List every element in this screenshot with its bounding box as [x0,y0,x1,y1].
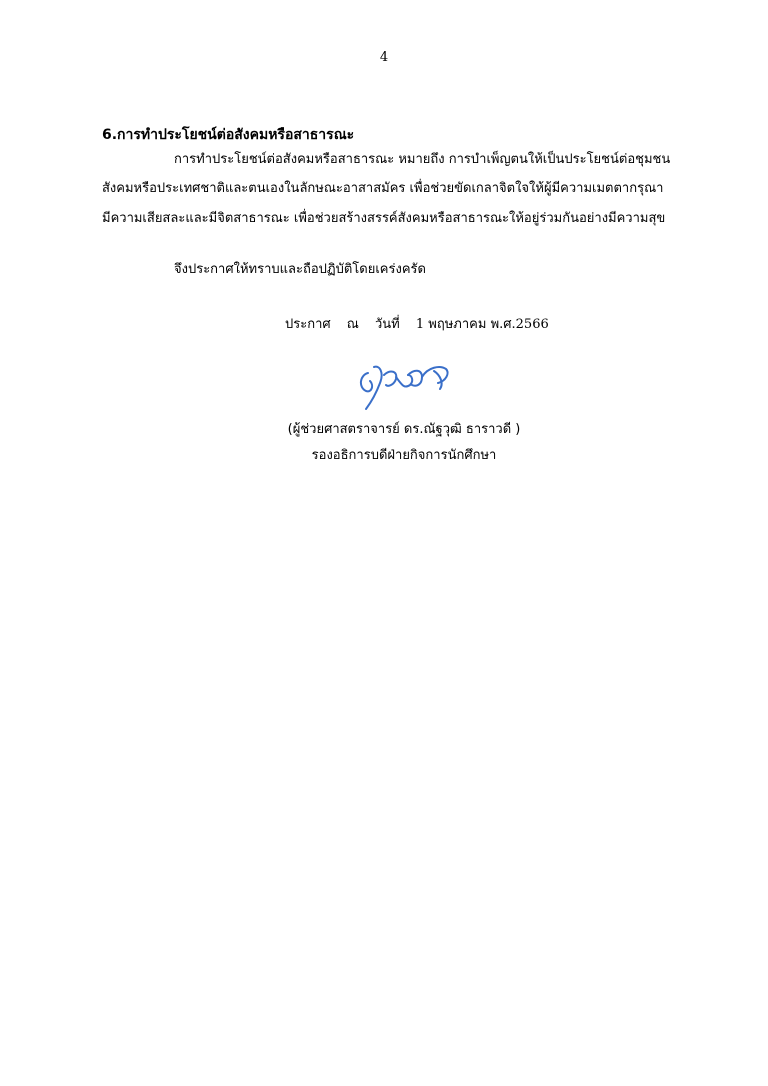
section-heading: 6.การทำประโยชน์ต่อสังคมหรือสาธารณะ [102,127,355,143]
dateline-at: ณ [346,317,359,332]
page-number: 4 [379,50,389,65]
signer-title: รองอธิการบดีฝ่ายกิจการนักศึกษา [311,448,497,463]
dateline [285,313,549,334]
announcement-text: จึงประกาศให้ทราบและถือปฏิบัติโดยเคร่งครัด [174,262,426,277]
paragraph-line: มีความเสียสละและมีจิตสาธารณะ เพื่อช่วยสร้างสรรค์สังคมหรือสาธารณะให้อยู่ร่วมกันอย่างมีความสุข [102,211,666,226]
dateline-day-label: วันที่ [374,317,400,332]
signer-name: (ผู้ช่วยศาสตราจารย์ ดร.ณัฐวุฒิ ธาราวดี ) [287,422,521,437]
dateline-date: 1 พฤษภาคม พ.ศ.2566 [415,317,549,332]
signature-image [350,355,460,415]
paragraph-line: การทำประโยชน์ต่อสังคมหรือสาธารณะ หมายถึง การบำเพ็ญตนให้เป็นประโยชน์ต่อชุมชน [174,152,671,167]
dateline-announced: ประกาศ [285,317,331,332]
paragraph-line: สังคมหรือประเทศชาติและตนเองในลักษณะอาสาสมัคร เพื่อช่วยขัดเกลาจิตใจให้ผู้มีความเมตตากรุณา [102,181,664,196]
